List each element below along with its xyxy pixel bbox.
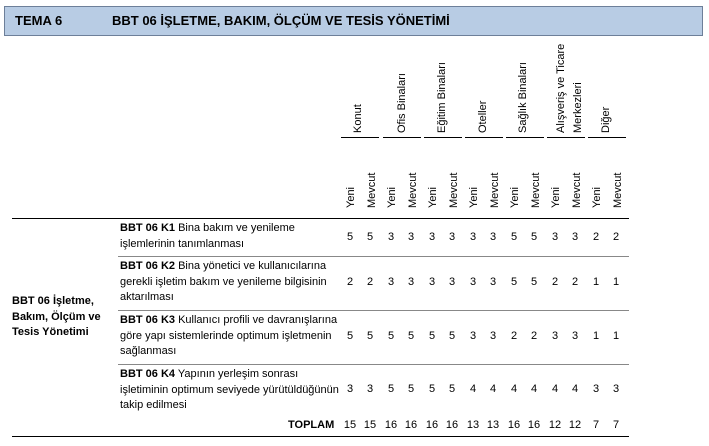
criterion-text: Yapının yerleşim sonrası işletiminin optimum seviyede yürütüldüğünün takip edilmesi — [120, 368, 339, 411]
value-cell: 2 — [592, 231, 600, 243]
criterion-k2 — [120, 259, 342, 306]
value-cell: 2 — [346, 276, 354, 288]
total-cell: 7 — [592, 419, 600, 431]
category-alisveris: Alışveriş ve Ticare Merkezleri — [555, 43, 584, 133]
value-cell: 5 — [510, 276, 518, 288]
value-cell: 5 — [530, 276, 538, 288]
value-cell: 3 — [489, 276, 497, 288]
subheader-mevcut: Mevcut — [612, 172, 624, 208]
category-underline — [465, 137, 503, 138]
value-cell: 3 — [551, 330, 559, 342]
value-cell: 5 — [366, 231, 374, 243]
total-cell: 7 — [612, 419, 620, 431]
category-underline — [588, 137, 626, 138]
subheader-mevcut: Mevcut — [366, 172, 378, 208]
value-cell: 2 — [366, 276, 374, 288]
subheader-yeni: Yeni — [468, 186, 480, 208]
table-top-rule — [12, 218, 629, 219]
total-cell: 16 — [425, 419, 439, 431]
total-cell: 13 — [466, 419, 480, 431]
value-cell: 3 — [489, 330, 497, 342]
subheader-mevcut: Mevcut — [448, 172, 460, 208]
theme-number: TEMA 6 — [15, 13, 63, 28]
criterion-text: Kullanıcı profili ve davranışlarına göre yapı sistemlerinde optimum işletmenin sağlanması — [120, 314, 338, 357]
value-cell: 2 — [530, 330, 538, 342]
criterion-k3 — [120, 313, 342, 360]
category-ofis: Ofis Binaları — [396, 73, 408, 133]
criterion-k4 — [120, 367, 342, 414]
category-underline — [547, 137, 585, 138]
value-cell: 5 — [448, 383, 456, 395]
value-cell: 5 — [428, 383, 436, 395]
value-cell: 3 — [448, 231, 456, 243]
value-cell: 3 — [592, 383, 600, 395]
value-cell: 5 — [407, 330, 415, 342]
subheader-mevcut: Mevcut — [407, 172, 419, 208]
value-cell: 5 — [346, 330, 354, 342]
total-label: TOPLAM — [288, 419, 335, 431]
value-cell: 1 — [592, 330, 600, 342]
total-cell: 16 — [404, 419, 418, 431]
criterion-code: BBT 06 K4 — [120, 368, 176, 380]
value-cell: 3 — [407, 231, 415, 243]
total-cell: 12 — [548, 419, 562, 431]
value-cell: 3 — [448, 276, 456, 288]
row-separator — [118, 256, 629, 257]
value-cell: 2 — [612, 231, 620, 243]
value-cell: 3 — [469, 276, 477, 288]
theme-header — [4, 6, 703, 36]
subheader-yeni: Yeni — [591, 186, 603, 208]
value-cell: 5 — [387, 330, 395, 342]
value-cell: 5 — [407, 383, 415, 395]
value-cell: 3 — [571, 330, 579, 342]
total-cell: 16 — [384, 419, 398, 431]
value-cell: 5 — [366, 330, 374, 342]
value-cell: 5 — [448, 330, 456, 342]
value-cell: 2 — [571, 276, 579, 288]
group-label: BBT 06 İşletme, Bakım, Ölçüm ve Tesis Yönetimi — [12, 295, 101, 338]
criterion-text: Bina bakım ve yenileme işlemlerinin tanımlanması — [120, 222, 295, 250]
category-saglik: Sağlık Binaları — [517, 62, 529, 133]
subheader-mevcut: Mevcut — [571, 172, 583, 208]
category-oteller: Oteller — [477, 100, 489, 133]
criterion-code: BBT 06 K1 — [120, 222, 176, 234]
value-cell: 5 — [428, 330, 436, 342]
value-cell: 3 — [469, 330, 477, 342]
total-cell: 12 — [568, 419, 582, 431]
criterion-code: BBT 06 K2 — [120, 260, 176, 272]
value-cell: 1 — [612, 276, 620, 288]
category-underline — [383, 137, 421, 138]
criterion-text: Bina yönetici ve kullanıcılarına gerekli işletim bakım ve yenileme bilgisinin aktarılması — [120, 260, 327, 303]
total-cell: 15 — [363, 419, 377, 431]
value-cell: 3 — [469, 231, 477, 243]
value-cell: 3 — [571, 231, 579, 243]
category-konut: Konut — [352, 104, 364, 133]
theme-title: BBT 06 İŞLETME, BAKIM, ÖLÇÜM VE TESİS YÖNETİMİ — [112, 13, 450, 28]
value-cell: 3 — [551, 231, 559, 243]
value-cell: 3 — [489, 231, 497, 243]
criterion-code: BBT 06 K3 — [120, 314, 176, 326]
row-separator — [118, 364, 629, 365]
value-cell: 4 — [551, 383, 559, 395]
value-cell: 1 — [592, 276, 600, 288]
value-cell: 3 — [407, 276, 415, 288]
subheader-yeni: Yeni — [509, 186, 521, 208]
total-cell: 16 — [527, 419, 541, 431]
value-cell: 3 — [428, 231, 436, 243]
value-cell: 3 — [387, 276, 395, 288]
value-cell: 4 — [571, 383, 579, 395]
value-cell: 1 — [612, 330, 620, 342]
criterion-k1 — [120, 221, 342, 252]
value-cell: 5 — [510, 231, 518, 243]
subheader-yeni: Yeni — [345, 186, 357, 208]
value-cell: 4 — [510, 383, 518, 395]
value-cell: 3 — [346, 383, 354, 395]
category-diger: Diğer — [600, 106, 612, 133]
total-cell: 16 — [445, 419, 459, 431]
subheader-yeni: Yeni — [427, 186, 439, 208]
category-underline — [341, 137, 379, 138]
category-underline — [506, 137, 544, 138]
subheader-mevcut: Mevcut — [530, 172, 542, 208]
value-cell: 3 — [366, 383, 374, 395]
subheader-mevcut: Mevcut — [489, 172, 501, 208]
subheader-yeni: Yeni — [550, 186, 562, 208]
total-cell: 16 — [507, 419, 521, 431]
value-cell: 4 — [469, 383, 477, 395]
subheader-yeni: Yeni — [386, 186, 398, 208]
total-cell: 15 — [343, 419, 357, 431]
row-separator — [118, 310, 629, 311]
category-egitim: Eğitim Binaları — [436, 62, 448, 133]
value-cell: 2 — [510, 330, 518, 342]
value-cell: 2 — [551, 276, 559, 288]
value-cell: 4 — [489, 383, 497, 395]
value-cell: 5 — [346, 231, 354, 243]
value-cell: 5 — [387, 383, 395, 395]
value-cell: 3 — [428, 276, 436, 288]
total-cell: 13 — [486, 419, 500, 431]
table-bottom-rule — [12, 436, 629, 437]
value-cell: 3 — [612, 383, 620, 395]
category-underline — [424, 137, 462, 138]
value-cell: 3 — [387, 231, 395, 243]
value-cell: 5 — [530, 231, 538, 243]
value-cell: 4 — [530, 383, 538, 395]
